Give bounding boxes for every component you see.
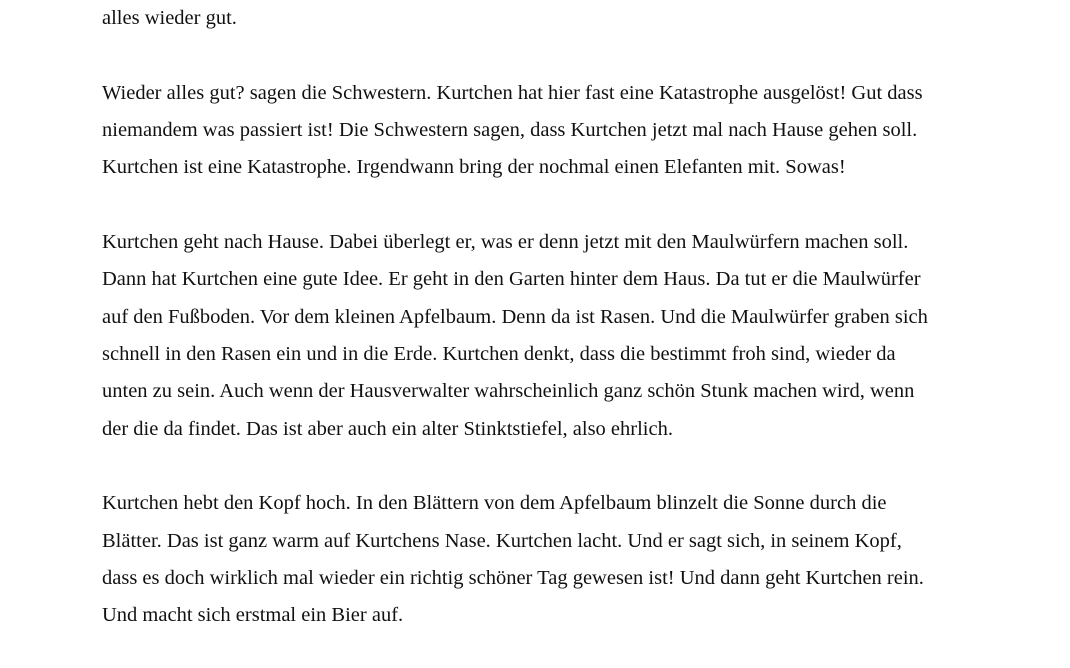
text-line: der die da findet. Das ist aber auch ein alter Stinktstiefel, also ehrlich.: [102, 418, 673, 440]
text-line: Wieder alles gut? sagen die Schwestern. Kurtchen hat hier fast eine Katastrophe ausgelöst! Gut dass: [102, 82, 923, 104]
text-line: Kurtchen hebt den Kopf hoch. In den Blättern von dem Apfelbaum blinzelt die Sonne durch die: [102, 492, 887, 514]
text-line: alles wieder gut.: [102, 7, 237, 29]
text-line: Und macht sich erstmal ein Bier auf.: [102, 604, 404, 626]
text-line: Kurtchen geht nach Hause. Dabei überlegt er, was er denn jetzt mit den Maulwürfern machen soll.: [102, 231, 909, 253]
text-line: Kurtchen ist eine Katastrophe. Irgendwann bring der nochmal einen Elefanten mit. Sowas!: [102, 156, 846, 178]
text-line: dass es doch wirklich mal wieder ein richtig schöner Tag gewesen ist! Und dann geht Kurtchen rein.: [102, 567, 924, 589]
text-line: Blätter. Das ist ganz warm auf Kurtchens Nase. Kurtchen lacht. Und er sagt sich, in seinem Kopf,: [102, 530, 902, 552]
text-line: Dann hat Kurtchen eine gute Idee. Er geht in den Garten hinter dem Haus. Da tut er die Maulwürfer: [102, 268, 921, 290]
text-line: auf den Fußboden. Vor dem kleinen Apfelbaum. Denn da ist Rasen. Und die Maulwürfer graben sich: [102, 306, 928, 328]
text-line: niemandem was passiert ist! Die Schwestern sagen, dass Kurtchen jetzt mal nach Hause gehen soll.: [102, 119, 918, 141]
text-line: schnell in den Rasen ein und in die Erde. Kurtchen denkt, dass die bestimmt froh sind, wieder da: [102, 343, 896, 365]
text-line: unten zu sein. Auch wenn der Hausverwalter wahrscheinlich ganz schön Stunk machen wird, wenn: [102, 380, 915, 402]
